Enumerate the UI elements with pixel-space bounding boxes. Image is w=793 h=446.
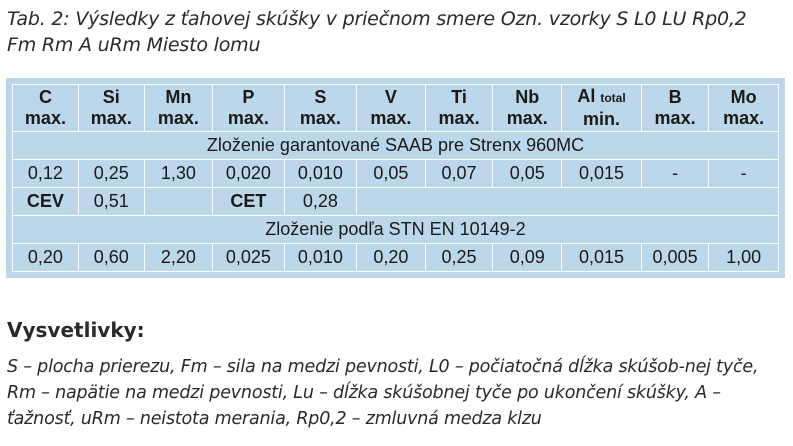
header-cell: Nb max.	[493, 85, 562, 132]
table-row-equivalents	[13, 187, 779, 215]
value-cell: 1,30	[144, 159, 212, 187]
value-cell: 0,09	[493, 243, 562, 271]
empty-span-cell	[356, 187, 778, 215]
empty-cell	[144, 187, 212, 215]
section-title-stn: Zloženie podľa STN EN 10149-2	[13, 215, 779, 243]
header-cell: Si max.	[78, 85, 144, 132]
header-cell: B max.	[641, 85, 708, 132]
value-cell: -	[641, 159, 708, 187]
header-cell: Ti max.	[425, 85, 492, 132]
value-cell: 0,25	[78, 159, 144, 187]
value-cell: 0,20	[356, 243, 425, 271]
cev-value: 0,51	[78, 187, 144, 215]
table-header-row	[13, 85, 779, 132]
value-cell: 1,00	[709, 243, 779, 271]
value-cell: 0,25	[425, 243, 492, 271]
value-cell: 0,025	[212, 243, 284, 271]
value-cell: 0,60	[78, 243, 144, 271]
section-title-saab: Zloženie garantované SAAB pre Strenx 960MC	[13, 131, 779, 159]
value-cell: 0,05	[356, 159, 425, 187]
header-cell: V max.	[356, 85, 425, 132]
value-cell: 0,010	[284, 159, 356, 187]
header-cell: Mo max.	[709, 85, 779, 132]
header-cell: Al total min.	[562, 85, 642, 132]
header-cell: S max.	[284, 85, 356, 132]
value-cell: 0,020	[212, 159, 284, 187]
caption-line-1: Tab. 2: Výsledky z ťahovej skúšky v priečnom smere Ozn. vzorky S L0 LU Rp0,2	[7, 8, 747, 30]
value-cell: 2,20	[144, 243, 212, 271]
header-cell: C max.	[13, 85, 79, 132]
legend-heading: Vysvetlivky:	[7, 318, 145, 342]
value-cell: 0,015	[562, 159, 642, 187]
legend-text: S – plocha prierezu, Fm – sila na medzi pevnosti, L0 – počiatočná dĺžka skúšob-nej tyče, Rm – napätie na medzi pevnosti, Lu – dĺžka skúšobnej tyče po ukončení skúšky, A – ťažnosť, uRm – neistota merania, Rp0,2 – zmluvná medza klzu	[7, 357, 759, 429]
value-cell: -	[709, 159, 779, 187]
table-caption	[7, 6, 787, 58]
cev-label: CEV	[13, 187, 79, 215]
caption-line-2: Fm Rm A uRm Miesto lomu	[7, 34, 261, 56]
table-row-saab-values	[13, 159, 779, 187]
composition-table	[12, 84, 779, 272]
value-cell: 0,015	[562, 243, 642, 271]
table-row-stn-values	[13, 243, 779, 271]
value-cell: 0,20	[13, 243, 79, 271]
header-cell: P max.	[212, 85, 284, 132]
value-cell: 0,05	[493, 159, 562, 187]
value-cell: 0,010	[284, 243, 356, 271]
value-cell: 0,005	[641, 243, 708, 271]
section-title-row	[13, 215, 779, 243]
section-title-row	[13, 131, 779, 159]
composition-table-panel	[6, 78, 785, 278]
cet-value: 0,28	[284, 187, 356, 215]
cet-label: CET	[212, 187, 284, 215]
value-cell: 0,12	[13, 159, 79, 187]
value-cell: 0,07	[425, 159, 492, 187]
header-cell: Mn max.	[144, 85, 212, 132]
